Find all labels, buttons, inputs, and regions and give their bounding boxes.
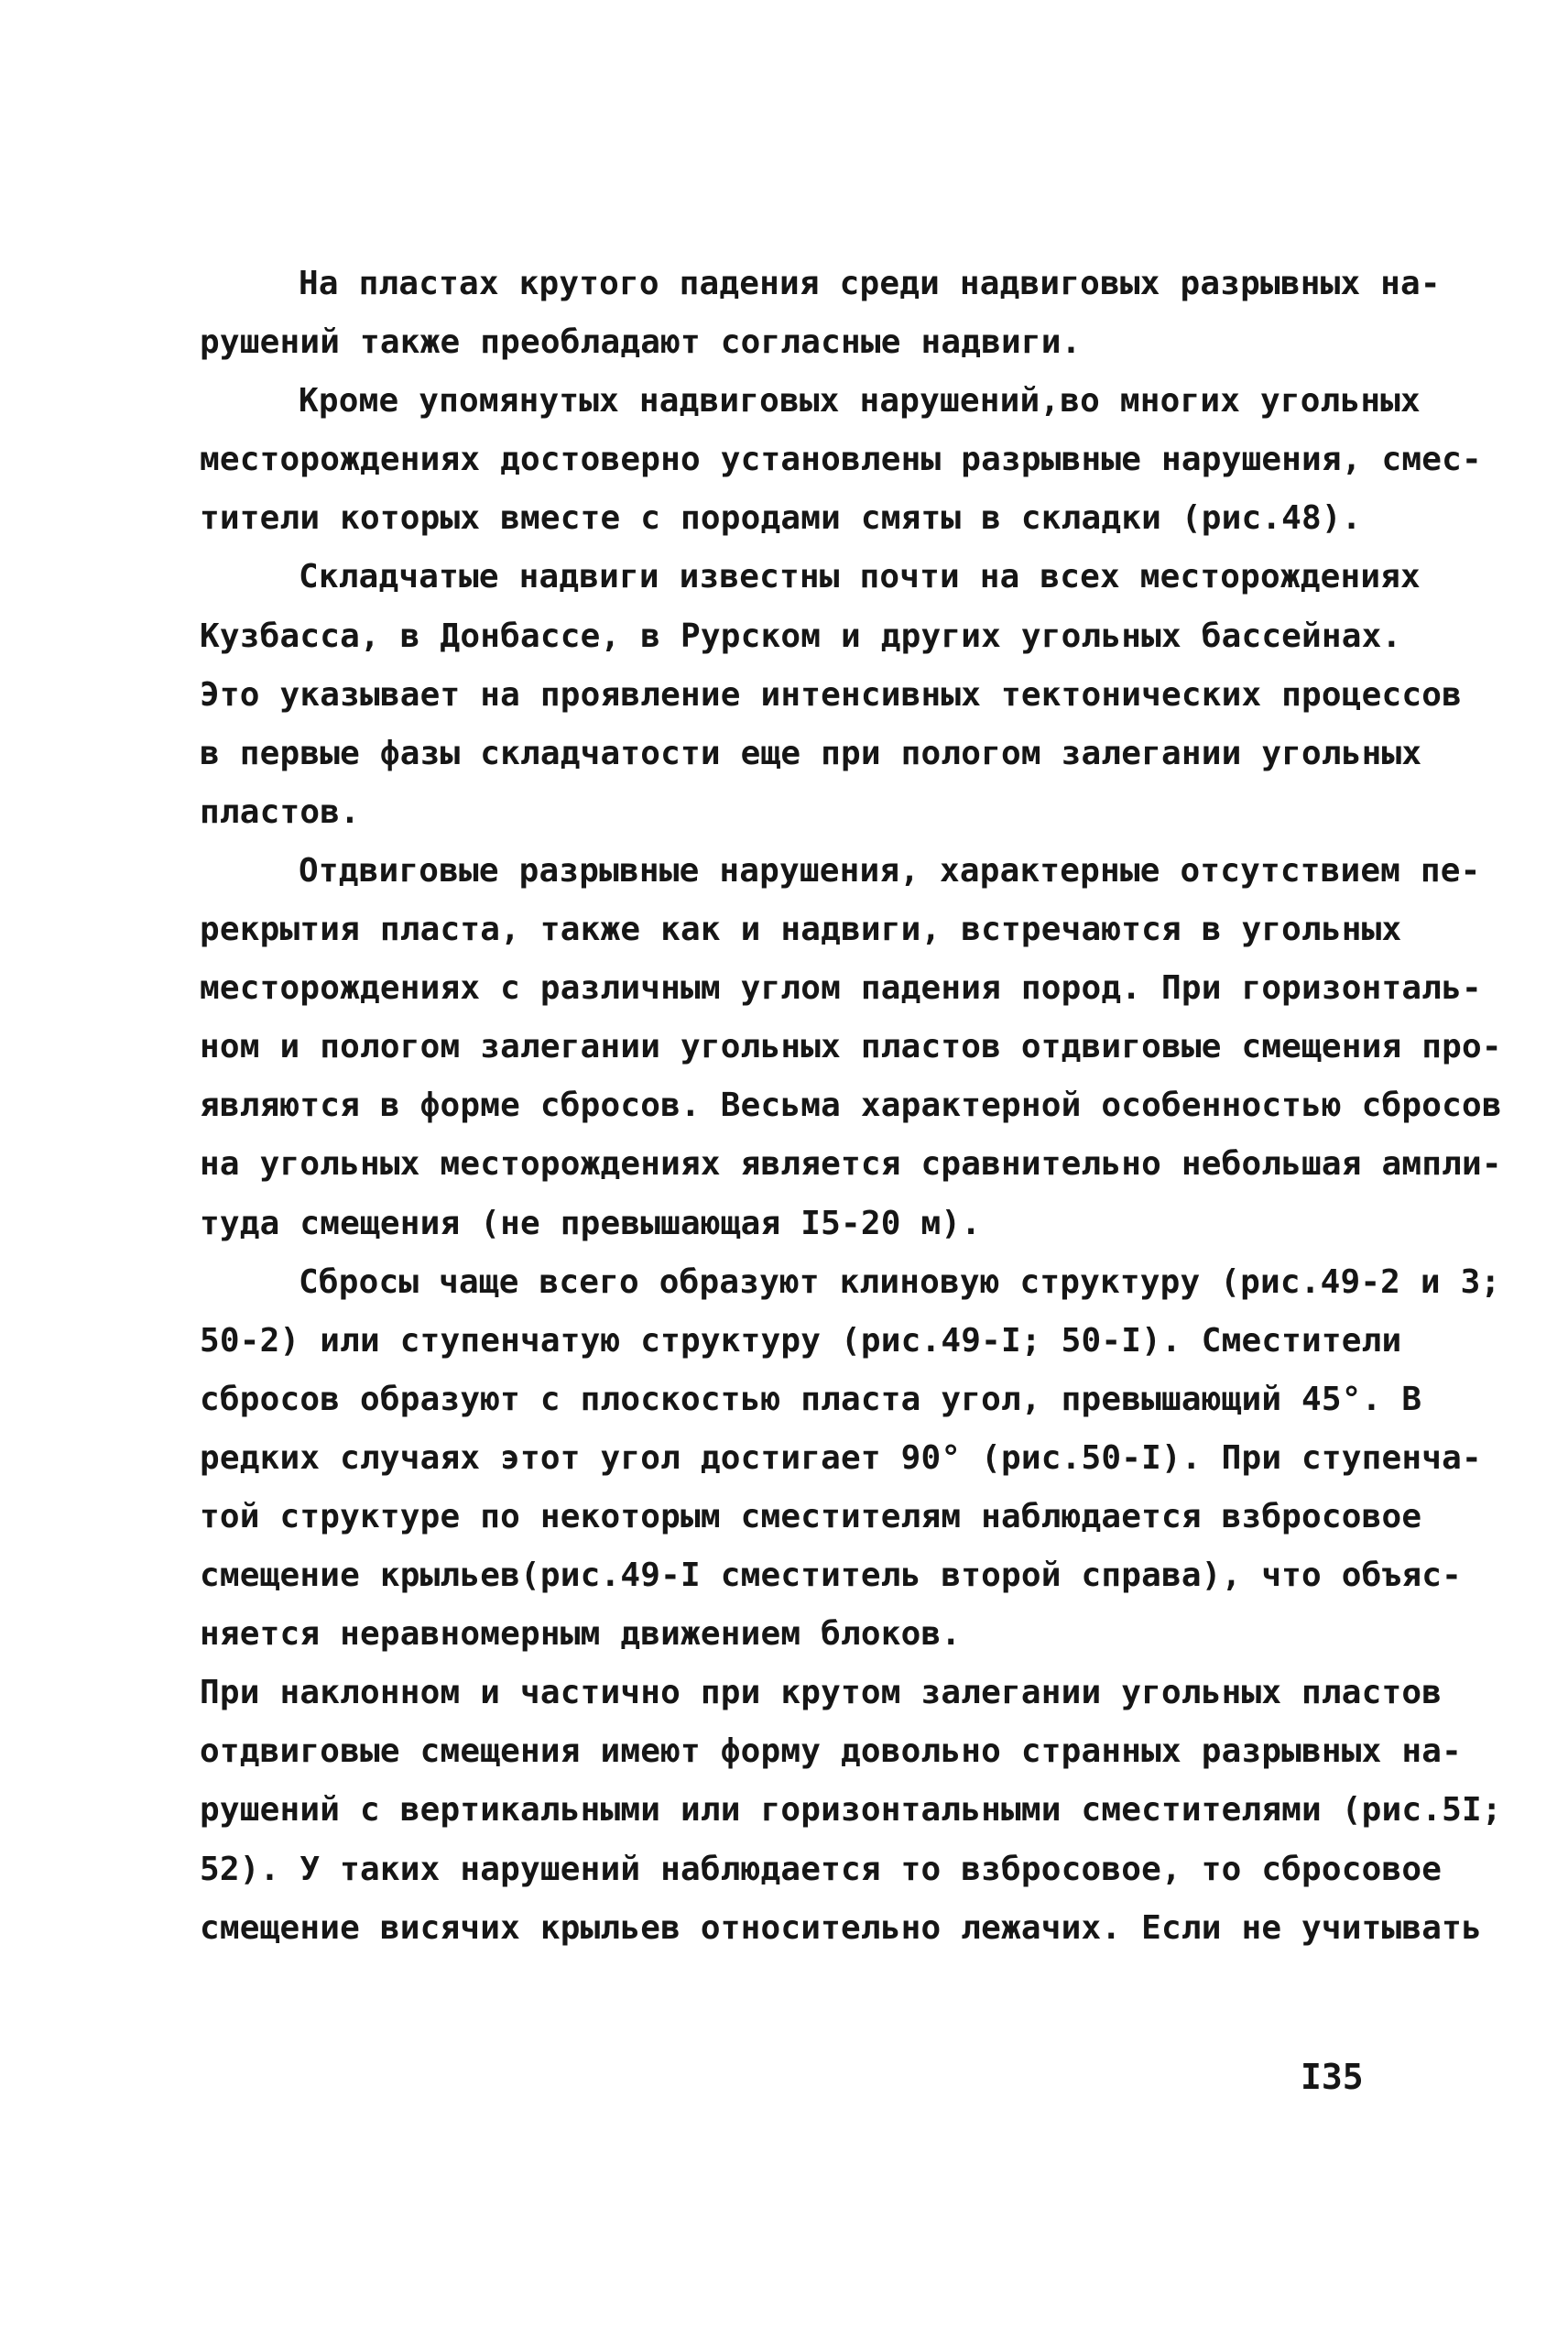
text-line: При наклонном и частично при крутом залегании угольных пластов (200, 1674, 1443, 1712)
text-line: Складчатые надвиги известны почти на всех месторождениях (299, 558, 1421, 596)
text-line: рекрытия пласта, также как и надвиги, встречаются в угольных (200, 911, 1402, 949)
text-line: туда смещения (не превышающая I5-20 м). (200, 1204, 982, 1242)
text-line: рушений с вертикальными или горизонтальными сместителями (рис.5I; (200, 1791, 1502, 1830)
page-number: I35 (1301, 2057, 1364, 2097)
text-line: На пластах крутого падения среди надвиговых разрывных на- (299, 265, 1441, 302)
text-line: Отдвиговые разрывные нарушения, характерные отсутствием пе- (299, 851, 1481, 890)
text-line: Это указывает на проявление интенсивных тектонических процессов (200, 675, 1463, 714)
body-text (200, 255, 1502, 1958)
text-line: Кузбасса, в Донбассе, в Рурском и других угольных бассейнах. (200, 617, 1402, 655)
text-line: являются в форме сбросов. Весьма характерной особенностью сбросов (200, 1087, 1502, 1125)
text-line: ном и пологом залегании угольных пластов отдвиговые смещения про- (200, 1028, 1502, 1066)
text-line: пластов. (200, 792, 360, 831)
text-line: няется неравномерным движением блоков. (200, 1615, 962, 1654)
text-line: 52). У таких нарушений наблюдается то взбросовое, то сбросовое (200, 1850, 1443, 1888)
text-line: рушений также преобладают согласные надвиги. (200, 323, 1082, 362)
text-line: Сбросы чаще всего образуют клиновую структуру (рис.49-2 и 3; (299, 1262, 1501, 1301)
text-line: месторождениях с различным углом падения пород. При горизонталь- (200, 969, 1482, 1008)
text-line: редких случаях этот угол достигает 90° (рис.50-I). При ступенча- (200, 1438, 1482, 1477)
text-line: на угольных месторождениях является сравнительно небольшая ампли- (200, 1145, 1502, 1184)
text-line: смещение висячих крыльев относительно лежачих. Если не учитывать (200, 1908, 1482, 1947)
text-line: в первые фазы складчатости еще при пологом залегании угольных (200, 734, 1422, 772)
text-line: Кроме упомянутых надвиговых нарушений,во многих угольных (299, 382, 1421, 421)
text-line: сбросов образуют с плоскостью пласта угол, превышающий 45°. В (200, 1380, 1422, 1418)
text-line: месторождениях достоверно установлены разрывные нарушения, смес- (200, 441, 1482, 479)
text-line: тители которых вместе с породами смяты в складки (рис.48). (200, 499, 1362, 538)
text-line: той структуре по некоторым сместителям наблюдается взбросовое (200, 1497, 1422, 1535)
text-line: смещение крыльев(рис.49-I сместитель второй справа), что объяс- (200, 1557, 1463, 1595)
text-line: 50-2) или ступенчатую структуру (рис.49-I; 50-I). Сместители (200, 1321, 1402, 1360)
text-line: отдвиговые смещения имеют форму довольно странных разрывных на- (200, 1732, 1463, 1771)
